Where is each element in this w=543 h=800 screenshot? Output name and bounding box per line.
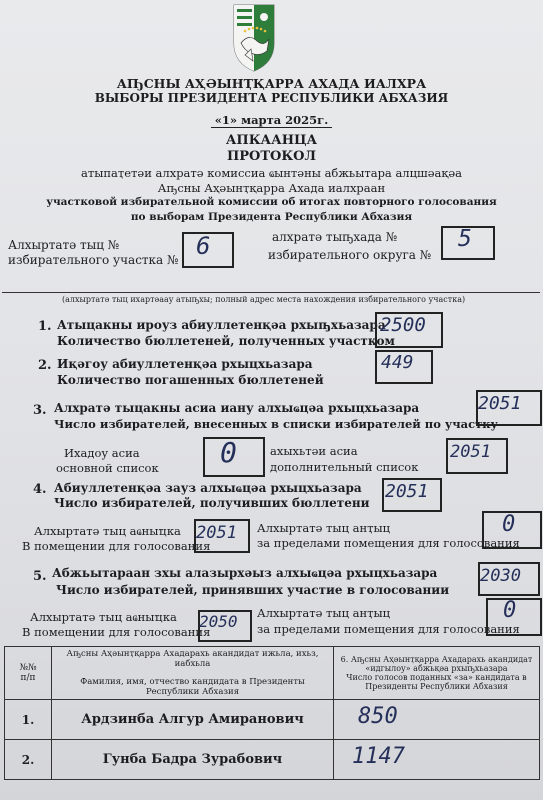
table-row [5,740,540,780]
item-5-number: 5. [33,569,47,584]
item-4-label-abkhaz: Абиуллетенқәа зауз алхыҩцәа рхыцхьазара [54,481,362,495]
item-5-value: 2030 [480,566,521,586]
col-number-bottom: п/п [20,673,36,683]
row-2-votes-cell [334,740,540,780]
subtitle-line-3: участковой избирательной комиссии об итогах повторного голосования [46,196,497,208]
item-5b-label-russian: за пределами помещения для голосования [257,622,520,636]
precinct-number-value: 6 [196,232,211,260]
item-3-label-abkhaz: Алхратә тыцакны асиа иану алхыҩцәа рхыцхьазара [54,401,420,415]
item-1-number: 1. [38,319,52,334]
item-5a-value: 2050 [199,612,238,631]
col-name-header [52,647,334,700]
item-4b-label-abkhaz: Алхыртатә тыц анҭыц [257,521,391,535]
item-1-label-russian: Количество бюллетеней, полученных участком [57,334,395,348]
item-2-label-abkhaz: Иқәгоу абиуллетенқәа рхыцхьазара [57,357,313,371]
row-1-candidate-name: Ардзинба Алгур Амиранович [52,700,334,740]
precinct-label-russian: избирательного участка № [8,253,179,267]
title-russian: ВЫБОРЫ ПРЕЗИДЕНТА РЕСПУБЛИКИ АБХАЗИЯ [94,91,449,105]
col-votes-abkhaz: 6. Аҧсны Аҳәынҭқарра Ахадарахь акандидат «идгылоу» абжьқәа рхыҧхьазара [340,655,533,673]
doc-title-russian: ПРОТОКОЛ [226,149,317,164]
row-1-votes-cell [334,700,540,740]
table-row [5,700,540,740]
item-3b-label-abkhaz: ахыхьтәи асиа [270,444,358,458]
district-label-russian: избирательного округа № [268,248,432,262]
item-4b-value: 0 [502,512,516,537]
date: «1» марта 2025г. [0,113,543,127]
item-1-value: 2500 [380,314,426,336]
address-line [2,292,540,293]
item-2-number: 2. [38,358,52,373]
address-note: (алхыртатә тыц ихартәаау атыҧхы; полный адрес места нахождения избирательного участка) [62,295,466,304]
subtitle-line-2: Аҧсны Аҳәынҭқарра Ахада иалхраан [157,181,386,195]
row-2-candidate-name: Гунба Бадра Зурабович [52,740,334,780]
item-3a-label-abkhaz: Ихадоу асиа [64,446,140,460]
row-2-number: 2. [5,740,52,780]
item-4b-label-russian: за пределами помещения для голосования [257,536,520,550]
item-5b-value: 0 [503,598,517,623]
abkhazia-emblem-icon [231,3,277,73]
item-5a-label-russian: В помещении для голосования [22,625,211,639]
col-name-russian: Фамилия, имя, отчество кандидата в Президенты Республики Абхазия [80,677,305,697]
district-number-value: 5 [458,226,472,252]
item-3a-label-russian: основной список [56,461,159,475]
item-4a-label-russian: В помещении для голосования [22,539,211,553]
item-2-value: 449 [381,352,414,373]
title-abkhaz: АҦСНЫ АҲӘЫНҬҚАРРА АХАДА ИАЛХРА [116,76,427,91]
col-votes-header [334,647,540,700]
subtitle-line-4: по выборам Президента Республики Абхазия [130,211,413,223]
item-3b-label-russian: дополнительный список [270,460,419,474]
precinct-label-abkhaz: Алхыртатә тыц № [8,238,120,252]
item-4-label-russian: Число избирателей, получивших бюллетени [54,496,370,510]
item-5-label-abkhaz: Абжьытараан зхы алазырхәыз алхыҩцәа рхыцхьазара [52,566,438,580]
row-1-number: 1. [5,700,52,740]
col-votes-russian: Число голосов поданных «за» кандидата в Президенты Республики Абхазия [346,673,527,691]
district-label-abkhaz: алхратә тыҧхада № [272,230,398,244]
item-3a-value: 0 [220,436,237,469]
subtitle-line-1: атыпаҭетәи алхратә комиссиа ҩынтәны абжьытара алцшәақәа [81,166,462,180]
col-number-top: №№ [19,663,37,673]
item-4a-label-abkhaz: Алхыртатә тыц аҩныҵка [34,524,181,538]
doc-title-abkhaz: АПКААНЦА [225,133,318,148]
row-2-votes: 1147 [352,744,405,769]
item-1-label-abkhaz: Атыцакны ироуз абиуллетенқәа рхыҧхьазара [57,318,386,332]
item-4a-value: 2051 [196,523,237,543]
item-3-number: 3. [33,403,47,418]
item-4-value: 2051 [385,481,429,502]
col-number-header [5,647,52,700]
item-5b-label-abkhaz: Алхыртатә тыц анҭыц [257,606,391,620]
item-3b-value: 2051 [450,442,491,462]
item-5a-label-abkhaz: Алхыртатә тыц аҩныҵка [30,610,177,624]
col-name-abkhaz: Аҧсны Аҳәынҭқарра Ахадарахь акандидат ижьла, ихьз, иабхьла [66,649,319,669]
item-2-label-russian: Количество погашенных бюллетеней [57,373,324,387]
item-4-number: 4. [33,482,47,497]
table-header-row [5,647,540,700]
candidates-table [4,646,540,780]
item-5-label-russian: Число избирателей, принявших участие в голосовании [56,583,450,597]
item-3-value: 2051 [478,393,522,414]
item-3-label-russian: Число избирателей, внесенных в списки избирателей по участку [54,417,498,431]
row-1-votes: 850 [358,704,398,729]
